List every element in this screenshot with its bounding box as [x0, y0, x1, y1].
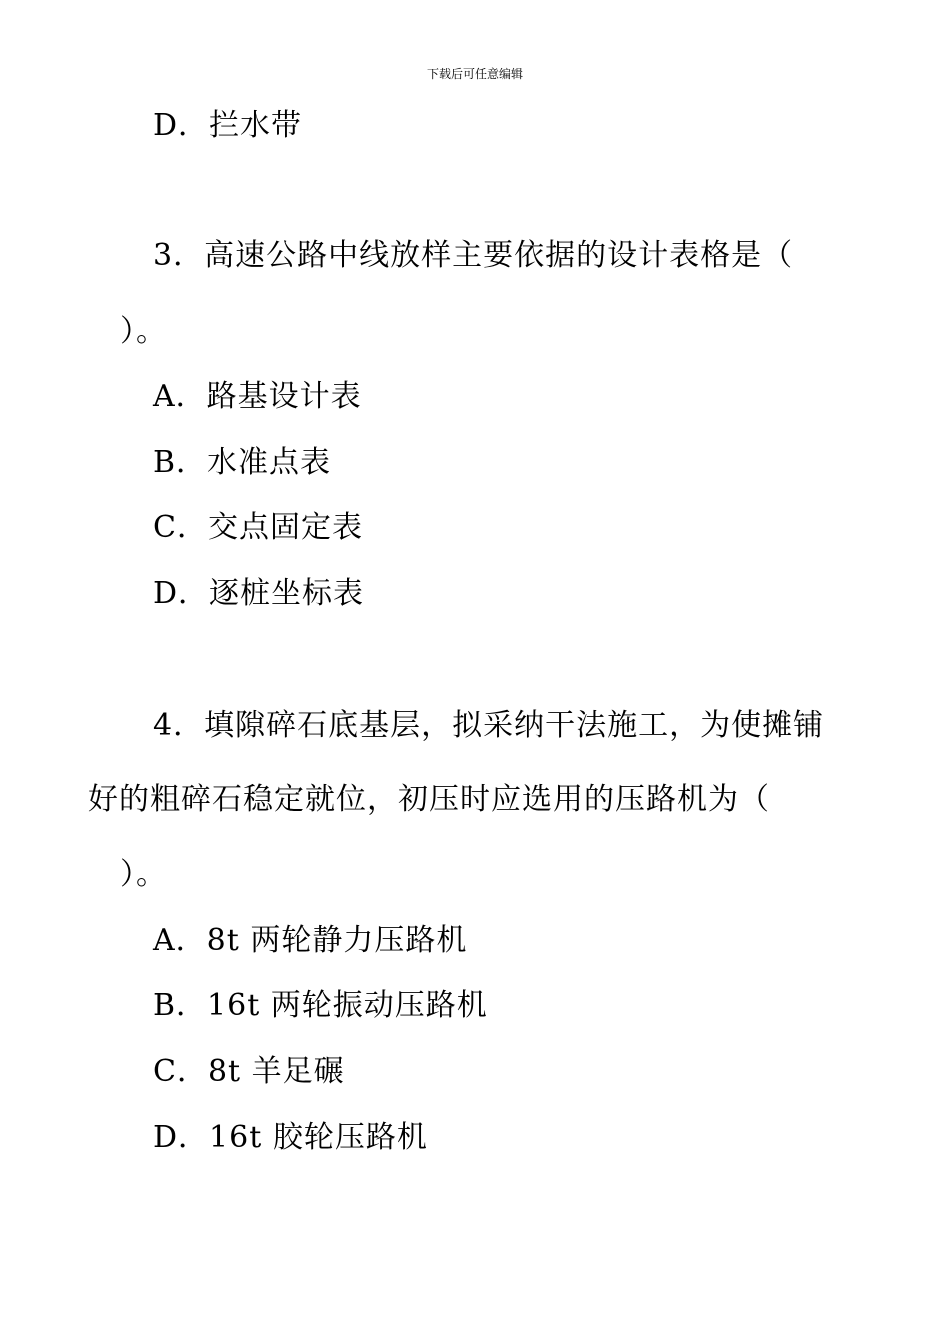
- download-edit-note: 下载后可任意编辑: [426, 67, 523, 81]
- question-4-option-b: B．16t 两轮振动压路机: [153, 988, 488, 1023]
- question-3-stem-line-1: 3．高速公路中线放样主要依据的设计表格是（: [153, 238, 794, 273]
- question-3-option-b: B．水准点表: [153, 445, 332, 480]
- question-4-option-d: D．16t 胶轮压路机: [153, 1120, 428, 1155]
- question-3-stem-line-2: ）。: [120, 314, 167, 349]
- question-3-option-d: D．逐桩坐标表: [153, 576, 365, 611]
- question-3-option-a: A．路基设计表: [153, 379, 362, 414]
- question-4-option-a: A．8t 两轮静力压路机: [153, 923, 468, 958]
- prev-question-option-d: D．拦水带: [153, 108, 303, 143]
- question-4-option-c: C．8t 羊足碾: [153, 1054, 345, 1089]
- question-4-stem-line-3: ）。: [120, 857, 167, 892]
- question-3-option-c: C．交点固定表: [153, 510, 363, 545]
- question-4-stem-line-1: 4．填隙碎石底基层，拟采纳干法施工，为使摊铺: [153, 708, 825, 743]
- question-4-stem-line-2: 好的粗碎石稳定就位，初压时应选用的压路机为（: [88, 782, 770, 817]
